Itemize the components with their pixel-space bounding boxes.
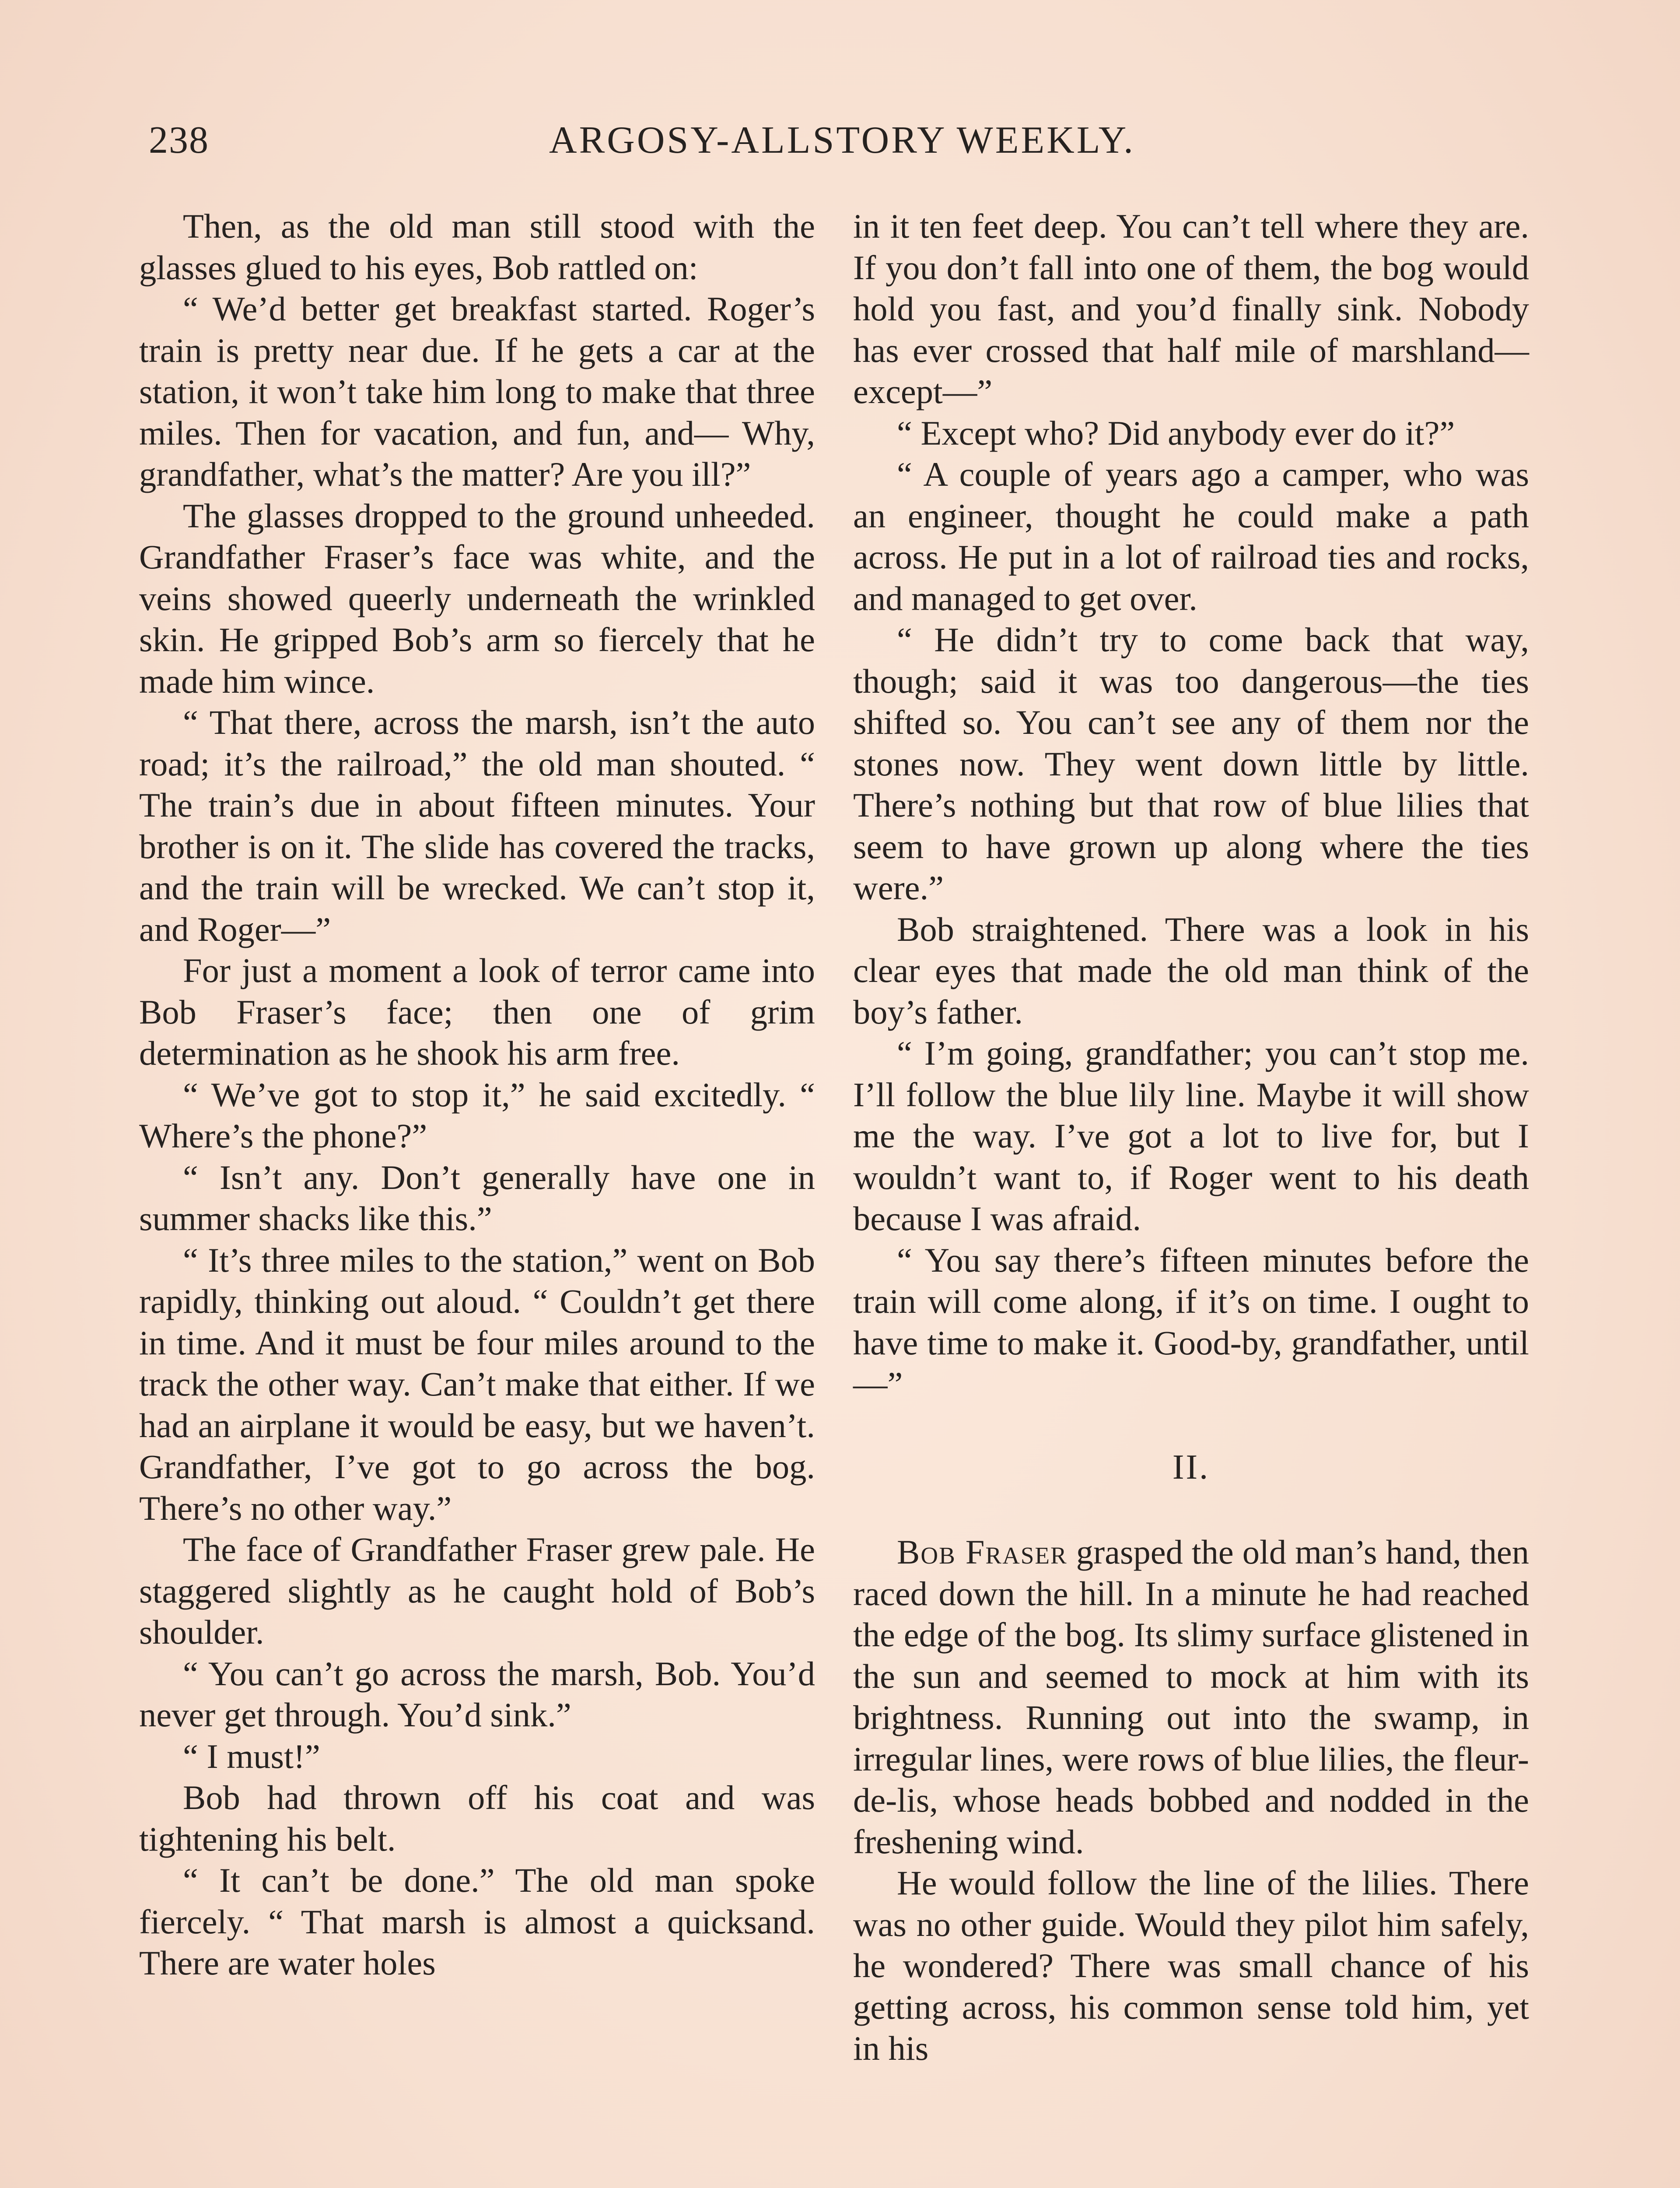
paragraph: He would follow the line of the lilies. There was no other guide. Would they pilot him safely, he wondered? There was small chance of his getting across, his common sense told him, yet in his (853, 1864, 1529, 2067)
left-column (139, 206, 815, 1984)
paragraph: “ Except who? Did anybody ever do it?” (897, 414, 1455, 452)
paragraph: Bob had thrown off his coat and was tightening his belt. (139, 1778, 815, 1858)
paragraph: For just a moment a look of terror came into Bob Fraser’s face; then one of grim determination as he shook his arm free. (139, 951, 815, 1072)
paragraph: “ It can’t be done.” The old man spoke fiercely. “ That marsh is almost a quicksand. There are water holes (139, 1861, 815, 1982)
paragraph: Bob straightened. There was a look in his clear eyes that made the old man think of the boy’s father. (853, 910, 1529, 1031)
paragraph: “ We’ve got to stop it,” he said excitedly. “ Where’s the phone?” (139, 1075, 815, 1155)
paragraph: “ Isn’t any. Don’t generally have one in summer shacks like this.” (139, 1158, 815, 1238)
paragraph: “ That there, across the marsh, isn’t the auto road; it’s the railroad,” the old man shouted. “ The train’s due in about fifteen minutes. Your brother is on it. The slide has covered the tracks, and the train will be wrecked. We can’t stop it, and Roger—” (139, 703, 815, 948)
paragraph: “ He didn’t try to come back that way, though; said it was too dangerous—the ties shifted so. You can’t see any of them nor the stones now. They went down little by little. There’s nothing but that row of blue lilies that seem to have grown up along where the ties were.” (853, 621, 1529, 907)
section-heading: II. (1172, 1448, 1210, 1487)
paragraph: “ You can’t go across the marsh, Bob. You’d never get through. You’d sink.” (139, 1654, 815, 1734)
section-first-paragraph-text: grasped the old man’s hand, then raced down the hill. In a minute he had reached the edge of the bog. Its slimy surface glistened in the sun and seemed to mock at him with its brightness. Running out into the swamp, in irregular lines, were rows of blue lilies, the fleur-de-lis, whose heads bobbed and nodded in the freshening wind. (853, 1533, 1530, 1861)
right-column (853, 206, 1529, 2069)
paragraph: “ You say there’s fifteen minutes before the train will come along, if it’s on time. I ought to have time to make it. Good-by, grandfather, until—” (853, 1241, 1529, 1403)
paragraph: “ A couple of years ago a camper, who was an engineer, thought he could make a path across. He put in a lot of railroad ties and rocks, and managed to get over. (853, 455, 1529, 617)
paragraph: “ I’m going, grandfather; you can’t stop me. I’ll follow the blue lily line. Maybe it will show me the way. I’ve got a lot to live for, but I wouldn’t want to, if Roger went to his death because I was afraid. (853, 1034, 1529, 1238)
section-lead-name: Bob Fraser (897, 1533, 1068, 1571)
continued-paragraph: in it ten feet deep. You can’t tell where they are. If you don’t fall into one of them, the bog would hold you fast, and you’d finally sink. Nobody has ever crossed that half mile of marshland—except—” (853, 207, 1529, 410)
section-first-paragraph (853, 1532, 1529, 1862)
page-number: 238 (149, 119, 209, 161)
paragraph: “ I must!” (183, 1737, 320, 1775)
paragraph: “ We’d better get breakfast started. Roger’s train is pretty near due. If he gets a car at the station, it won’t take him long to make that three miles. Then for vacation, and fun, and— Why, grandfather, what’s the matter? Are you ill?” (139, 290, 815, 493)
page-header (144, 118, 1540, 171)
paragraph: Then, as the old man still stood with the glasses glued to his eyes, Bob rattled on: (139, 207, 815, 287)
running-head: ARGOSY-ALLSTORY WEEKLY. (549, 119, 1135, 161)
paragraph: The face of Grandfather Fraser grew pale. He staggered slightly as he caught hold of Bob’s shoulder. (139, 1530, 815, 1651)
paragraph: The glasses dropped to the ground unheeded. Grandfather Fraser’s face was white, and the veins showed queerly underneath the wrinkled skin. He gripped Bob’s arm so fiercely that he made him wince. (139, 496, 815, 700)
paragraph: “ It’s three miles to the station,” went on Bob rapidly, thinking out aloud. “ Couldn’t get there in time. And it must be four miles around to the track the other way. Can’t make that either. If we had an airplane it would be easy, but we haven’t. Grandfather, I’ve got to go across the bog. There’s no other way.” (139, 1241, 815, 1527)
